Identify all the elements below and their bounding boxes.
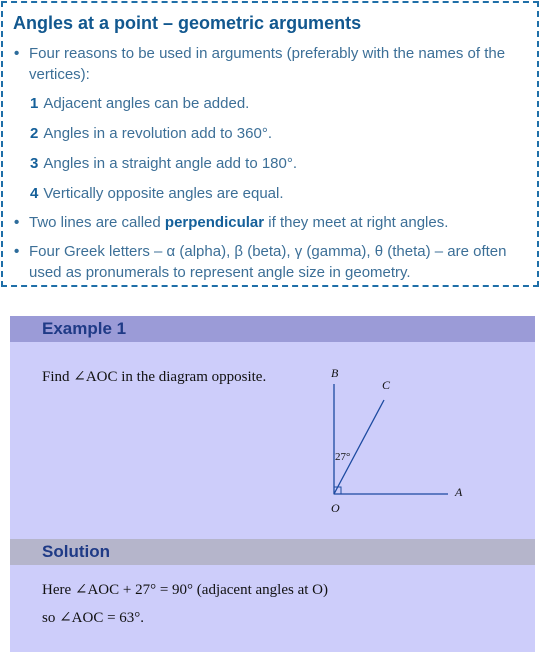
label-o: O — [331, 501, 340, 515]
reason-text: Angles in a revolution add to 360°. — [43, 125, 272, 142]
label-c: C — [382, 378, 391, 392]
reason-number: 2 — [30, 125, 39, 142]
label-b: B — [331, 366, 339, 380]
reason-item — [14, 93, 529, 114]
reason-text: Vertically opposite angles are equal. — [43, 185, 284, 202]
reason-number: 4 — [30, 185, 39, 202]
perp-term: perpendicular — [164, 214, 265, 231]
list-item — [14, 241, 529, 283]
solution-title: Solution — [42, 542, 110, 561]
perp-text-after: if they meet at right angles. — [264, 214, 449, 231]
reason-item — [14, 183, 529, 204]
example-question: Find ∠AOC in the diagram opposite. — [42, 369, 267, 385]
solution-line-2: so ∠AOC = 63°. — [42, 610, 145, 626]
angle-diagram — [320, 364, 480, 524]
summary-box — [1, 1, 539, 287]
example-header — [10, 316, 535, 342]
list-item — [14, 43, 529, 85]
reason-number: 3 — [30, 155, 39, 172]
solution-header — [10, 539, 535, 565]
label-a: A — [455, 485, 463, 499]
ray-oc — [334, 400, 384, 494]
reason-text: Adjacent angles can be added. — [43, 95, 250, 112]
angle-label: 27° — [335, 451, 351, 463]
list-item — [14, 212, 529, 233]
greek-text: Four Greek letters – α (alpha), β (beta), γ (gamma), θ (theta) – are often used as pronumerals to represent angle size in geometry. — [29, 243, 507, 281]
example-title: Example 1 — [42, 319, 127, 338]
bullet: • — [14, 45, 20, 62]
intro-text: Four reasons to be used in arguments (preferably with the names of the vertices): — [29, 45, 506, 83]
solution-line-1: Here ∠AOC + 27° = 90° (adjacent angles at O) — [42, 582, 328, 598]
example-panel — [10, 316, 535, 652]
summary-list — [14, 43, 529, 283]
reason-number: 1 — [30, 95, 39, 112]
bullet: • — [14, 214, 20, 231]
reason-item — [14, 153, 529, 174]
reason-text: Angles in a straight angle add to 180°. — [43, 155, 298, 172]
summary-title: Angles at a point – geometric arguments — [13, 13, 362, 33]
reason-item — [14, 123, 529, 144]
perp-text-before: Two lines are called — [29, 214, 165, 231]
bullet: • — [14, 243, 20, 260]
